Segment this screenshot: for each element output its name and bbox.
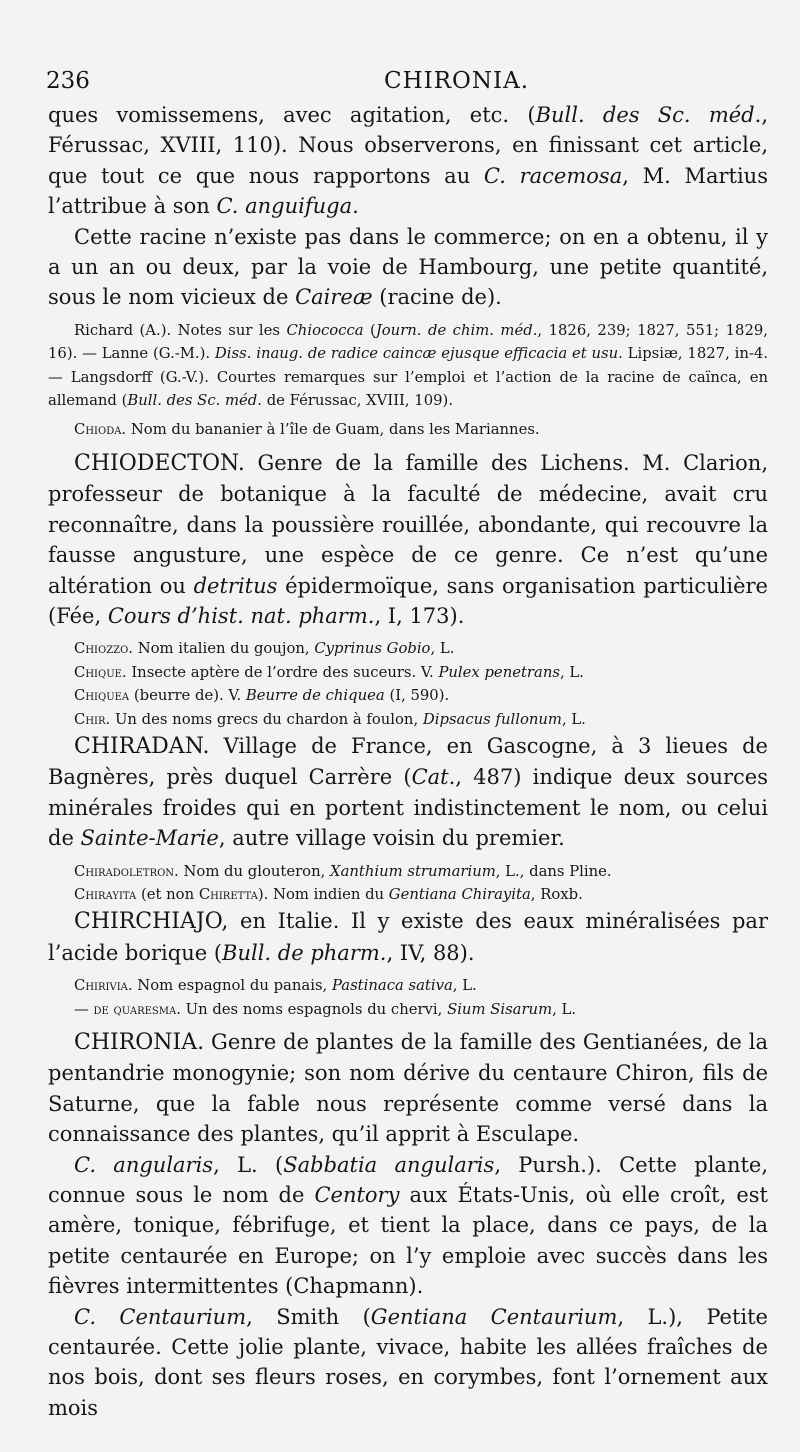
entry-headword: Chirayita xyxy=(74,885,137,903)
entry-headword: Chiretta xyxy=(198,885,258,903)
italic-text: C. Centaurium xyxy=(74,1304,247,1329)
text-run: Insecte aptère de l’ordre des suceurs. V. xyxy=(126,663,439,681)
text-run: , L. xyxy=(559,663,584,681)
text-run: Genre de plantes de la famille des Gentianées, de la pentandrie monogynie; son nom dérive du centaure Chiron, fils de Saturne, que la fable nous représente comme versé dans la connaissance des plantes, qu’il apprit à Esculape. xyxy=(48,1030,768,1147)
text-run: , Smith ( xyxy=(246,1304,371,1329)
text-run: , Férussac, XVIII, 110). Nous observerons, en finissant cet article, que tout ce que nous rapportons au xyxy=(48,103,768,188)
italic-text: Pulex penetrans xyxy=(438,663,560,681)
italic-text: Sainte-Marie xyxy=(80,826,219,851)
italic-text: Sium Sisarum xyxy=(447,1000,553,1018)
italic-text: Gentiana Chirayita xyxy=(388,885,531,903)
text-run: , Roxb. xyxy=(530,885,583,903)
paragraph-continuation xyxy=(48,100,768,222)
text-run: . xyxy=(352,194,359,219)
text-run: , L. xyxy=(552,1000,577,1018)
italic-text: Cours d’hist. nat. pharm. xyxy=(107,603,375,628)
entry-chioda xyxy=(48,418,768,441)
text-run: , L. xyxy=(452,977,477,995)
entry-title: CHIODECTON. xyxy=(74,450,245,476)
text-run: ). Nom indien du xyxy=(257,885,389,903)
italic-text: Dipsacus fullonum xyxy=(422,710,562,728)
text-run: aux États-Unis, où elle croît, est amère, tonique, fébrifuge, et tient la place, dans ce pays, de la petite centaurée en Europe; on l’y emploie avec succès dans les fièvres intermittentes (Chapmann). xyxy=(48,1183,768,1299)
entry-headword: Chiradoletron. xyxy=(74,862,179,880)
entry-headword: Chir. xyxy=(74,710,111,728)
text-run: , Pursh.). Cette plante, connue sous le nom de xyxy=(48,1152,769,1208)
text-run: Genre de la famille des Lichens. M. Clarion, professeur de botanique à la faculté de médecine, avait cru reconnaître, dans la poussière rouillée, abondante, qui recouvre la fausse angusture, une espèce de ce genre. Ce n’est qu’une altération ou xyxy=(48,450,768,598)
entry-chirivia xyxy=(48,974,768,997)
text-run: , L. xyxy=(561,710,586,728)
text-run: (beurre de). V. xyxy=(129,687,246,705)
entry-chirchiajo xyxy=(48,906,768,968)
text-run: (et non xyxy=(136,885,199,903)
paragraph-caincea-commerce xyxy=(48,222,768,313)
italic-text: C. angularis xyxy=(74,1152,214,1177)
entry-headword: Chique. xyxy=(74,663,127,681)
text-run: ( xyxy=(363,321,376,339)
italic-text: Caireæ xyxy=(295,285,373,310)
entry-chiodecton xyxy=(48,448,768,631)
italic-text: Sabbatia angularis xyxy=(283,1152,495,1177)
text-run: , 487) indique deux sources minérales froides qui en portent indistinctement le nom, ou celui de xyxy=(48,765,768,851)
text-run: , L. xyxy=(430,640,455,658)
italic-text: Xanthium strumarium xyxy=(330,862,496,880)
text-run: Nom du bananier à l’île de Guam, dans les Mariannes. xyxy=(126,421,540,439)
entry-headword: Chioda. xyxy=(74,421,127,439)
entry-chique xyxy=(48,661,768,684)
entry-chiradan xyxy=(48,731,768,854)
entry-title: CHIRONIA. xyxy=(74,1030,205,1055)
text-run: Un des noms espagnols du chervi, xyxy=(180,1000,448,1018)
entry-chiozzo xyxy=(48,637,768,660)
entry-headword: Chirivia. xyxy=(74,977,133,995)
italic-text: Gentiana Centaurium xyxy=(370,1304,618,1329)
text-run: de Férussac, XVIII, 109). xyxy=(261,392,454,410)
entry-headword: Chiquea xyxy=(74,687,130,705)
entry-chironia xyxy=(48,1027,768,1150)
text-run: (racine de). xyxy=(372,285,502,310)
text-run: Village de France, en Gascogne, à 3 lieues de Bagnères, près duquel Carrère ( xyxy=(48,733,768,790)
italic-text: Centory xyxy=(314,1183,400,1208)
text-run: Nom italien du goujon, xyxy=(133,640,315,658)
text-run: Cette racine n’existe pas dans le commerce; on en a obtenu, il y a un an ou deux, par la voie de Hambourg, une petite quantité, sous le nom vicieux de xyxy=(48,224,768,310)
bibliography-caincea xyxy=(48,319,768,413)
text-run: — xyxy=(74,1000,94,1018)
text-run: , L.), Petite centaurée. Cette jolie plante, vivace, habite les allées fraîches de nos bois, dont ses fleurs roses, en corymbes, font l’ornement aux mois xyxy=(48,1304,768,1420)
text-run: Un des noms grecs du chardon à foulon, xyxy=(110,710,423,728)
entry-chiradoletron xyxy=(48,860,768,883)
running-title: CHIRONIA. xyxy=(384,68,530,94)
text-run: , 1826, 239; 1827, 551; 1829, 16). — Lanne (G.-M.). xyxy=(48,321,768,363)
italic-text: Beurre de chiquea xyxy=(245,687,385,705)
page-header xyxy=(44,64,764,98)
text-run: épidermoïque, sans organisation particulière (Fée, xyxy=(48,573,768,628)
entry-c-angularis xyxy=(48,1150,768,1302)
entry-title: CHIRCHIAJO, xyxy=(74,909,229,935)
italic-text: C. racemosa xyxy=(483,163,623,188)
text-run: (I, 590). xyxy=(384,687,450,705)
text-run: , autre village voisin du premier. xyxy=(218,826,565,851)
italic-text: Bull. des Sc. méd. xyxy=(535,103,762,127)
text-run: Nom du glouteron, xyxy=(178,862,331,880)
entry-headword: Chiozzo. xyxy=(74,640,133,658)
italic-text: detritus xyxy=(193,573,278,598)
text-run: Nom espagnol du panais, xyxy=(132,977,332,995)
entry-de-quaresma xyxy=(48,998,768,1021)
entry-title: CHIRADAN. xyxy=(74,733,210,759)
entry-c-centaurium xyxy=(48,1302,768,1424)
text-run: ques vomissemens, avec agitation, etc. ( xyxy=(48,103,536,127)
text-run: , M. Martius l’attribue à son xyxy=(48,163,768,219)
text-run: , I, 173). xyxy=(374,603,465,628)
italic-text: Bull. des Sc. méd. xyxy=(127,392,262,410)
italic-text: Bull. de pharm. xyxy=(222,940,387,965)
italic-text: Cat. xyxy=(411,765,456,790)
page-body xyxy=(48,100,768,1423)
entry-chir xyxy=(48,708,768,731)
text-run: Richard (A.). Notes sur les xyxy=(74,321,287,339)
entry-chiquea xyxy=(48,684,768,707)
italic-text: Journ. de chim. méd. xyxy=(375,321,538,339)
italic-text: C. anguifuga xyxy=(216,194,353,219)
text-run: , L., dans Pline. xyxy=(495,862,612,880)
text-run: , IV, 88). xyxy=(386,940,475,965)
italic-text: Chiococca xyxy=(286,321,364,339)
italic-text: Diss. inaug. de radice caincæ ejusque efficacia et usu. xyxy=(214,345,623,363)
text-run: , L. ( xyxy=(213,1152,284,1177)
entry-chirayita xyxy=(48,883,768,906)
page-number: 236 xyxy=(46,68,90,94)
italic-text: Cyprinus Gobio xyxy=(314,640,431,658)
text-run: Lipsiæ, 1827, in-4. — Langsdorff (G.-V.). Courtes remarques sur l’emploi et l’action de la racine de caïnca, en allemand ( xyxy=(48,345,768,410)
text-run: en Italie. Il y existe des eaux minéralisées par l’acide borique ( xyxy=(48,909,768,965)
entry-headword: de quaresma. xyxy=(93,1000,181,1018)
italic-text: Pastinaca sativa xyxy=(331,977,453,995)
